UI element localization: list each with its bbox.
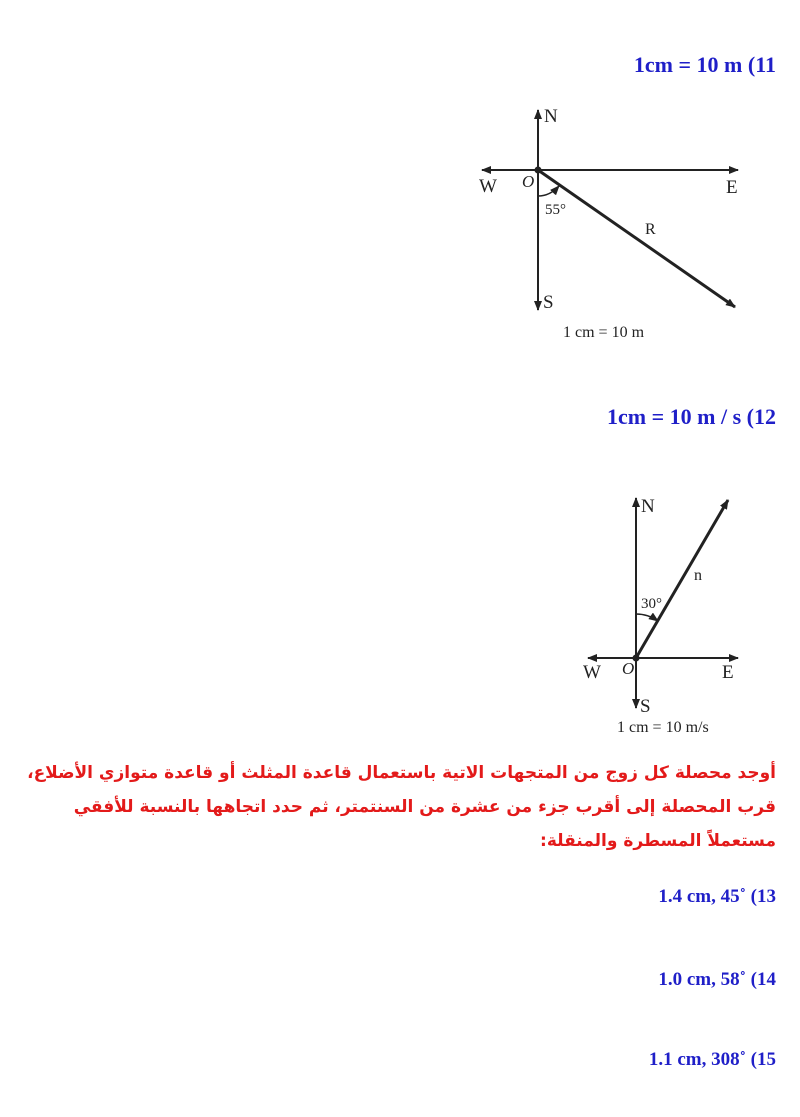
q11-scale: 1cm = 10 m bbox=[633, 52, 743, 77]
q15-number: (15 bbox=[750, 1049, 776, 1070]
question-15 bbox=[649, 1049, 776, 1071]
d2-north-label: N bbox=[641, 496, 655, 517]
diagram-2 bbox=[583, 496, 738, 736]
instructions-line-2: قرب المحصلة إلى أقرب جزء من عشرة من السنتمتر، ثم حدد اتجاهها بالنسبة للأفقي bbox=[73, 797, 776, 817]
d2-east-label: E bbox=[722, 662, 734, 683]
q12-number: (12 bbox=[746, 404, 776, 429]
question-13 bbox=[658, 886, 776, 908]
d2-angle-label: 30° bbox=[641, 596, 662, 612]
d2-scale-caption: 1 cm = 10 m/s bbox=[617, 719, 709, 736]
d1-origin-dot bbox=[535, 167, 542, 174]
q13-number: (13 bbox=[750, 886, 776, 907]
instructions-line-3: مستعملاً المسطرة والمنقلة: bbox=[540, 831, 776, 851]
d1-vector-r bbox=[538, 170, 735, 307]
question-12 bbox=[607, 404, 776, 430]
q11-number: (11 bbox=[747, 52, 776, 77]
d2-origin-label: O bbox=[622, 659, 635, 678]
d1-angle-arc bbox=[538, 186, 559, 196]
d2-angle-arc bbox=[636, 614, 658, 621]
d2-south-label: S bbox=[640, 696, 651, 717]
d2-vector-label: n bbox=[694, 567, 702, 584]
q15-value: 1.1 cm, 308˚ bbox=[648, 1049, 746, 1070]
d1-origin-label: O bbox=[522, 172, 535, 191]
d1-west-label: W bbox=[479, 176, 497, 197]
d1-angle-label: 55° bbox=[545, 202, 566, 218]
q14-number: (14 bbox=[750, 969, 776, 990]
instructions-paragraph bbox=[16, 756, 776, 858]
d1-vector-label: R bbox=[645, 221, 656, 238]
q13-value: 1.4 cm, 45˚ bbox=[658, 886, 746, 907]
d1-north-label: N bbox=[544, 106, 558, 127]
q12-scale: 1cm = 10 m / s bbox=[607, 404, 742, 429]
d2-west-label: W bbox=[583, 662, 601, 683]
d2-vector-n bbox=[636, 500, 728, 658]
q14-value: 1.0 cm, 58˚ bbox=[658, 969, 746, 990]
question-14 bbox=[658, 969, 776, 991]
diagram-1 bbox=[479, 106, 738, 341]
d1-scale-caption: 1 cm = 10 m bbox=[563, 324, 645, 341]
d1-east-label: E bbox=[726, 177, 738, 198]
d1-south-label: S bbox=[543, 292, 554, 313]
instructions-line-1: أوجد محصلة كل زوج من المتجهات الاتية باستعمال قاعدة المثلث أو قاعدة متوازي الأضلاع، bbox=[27, 763, 776, 783]
